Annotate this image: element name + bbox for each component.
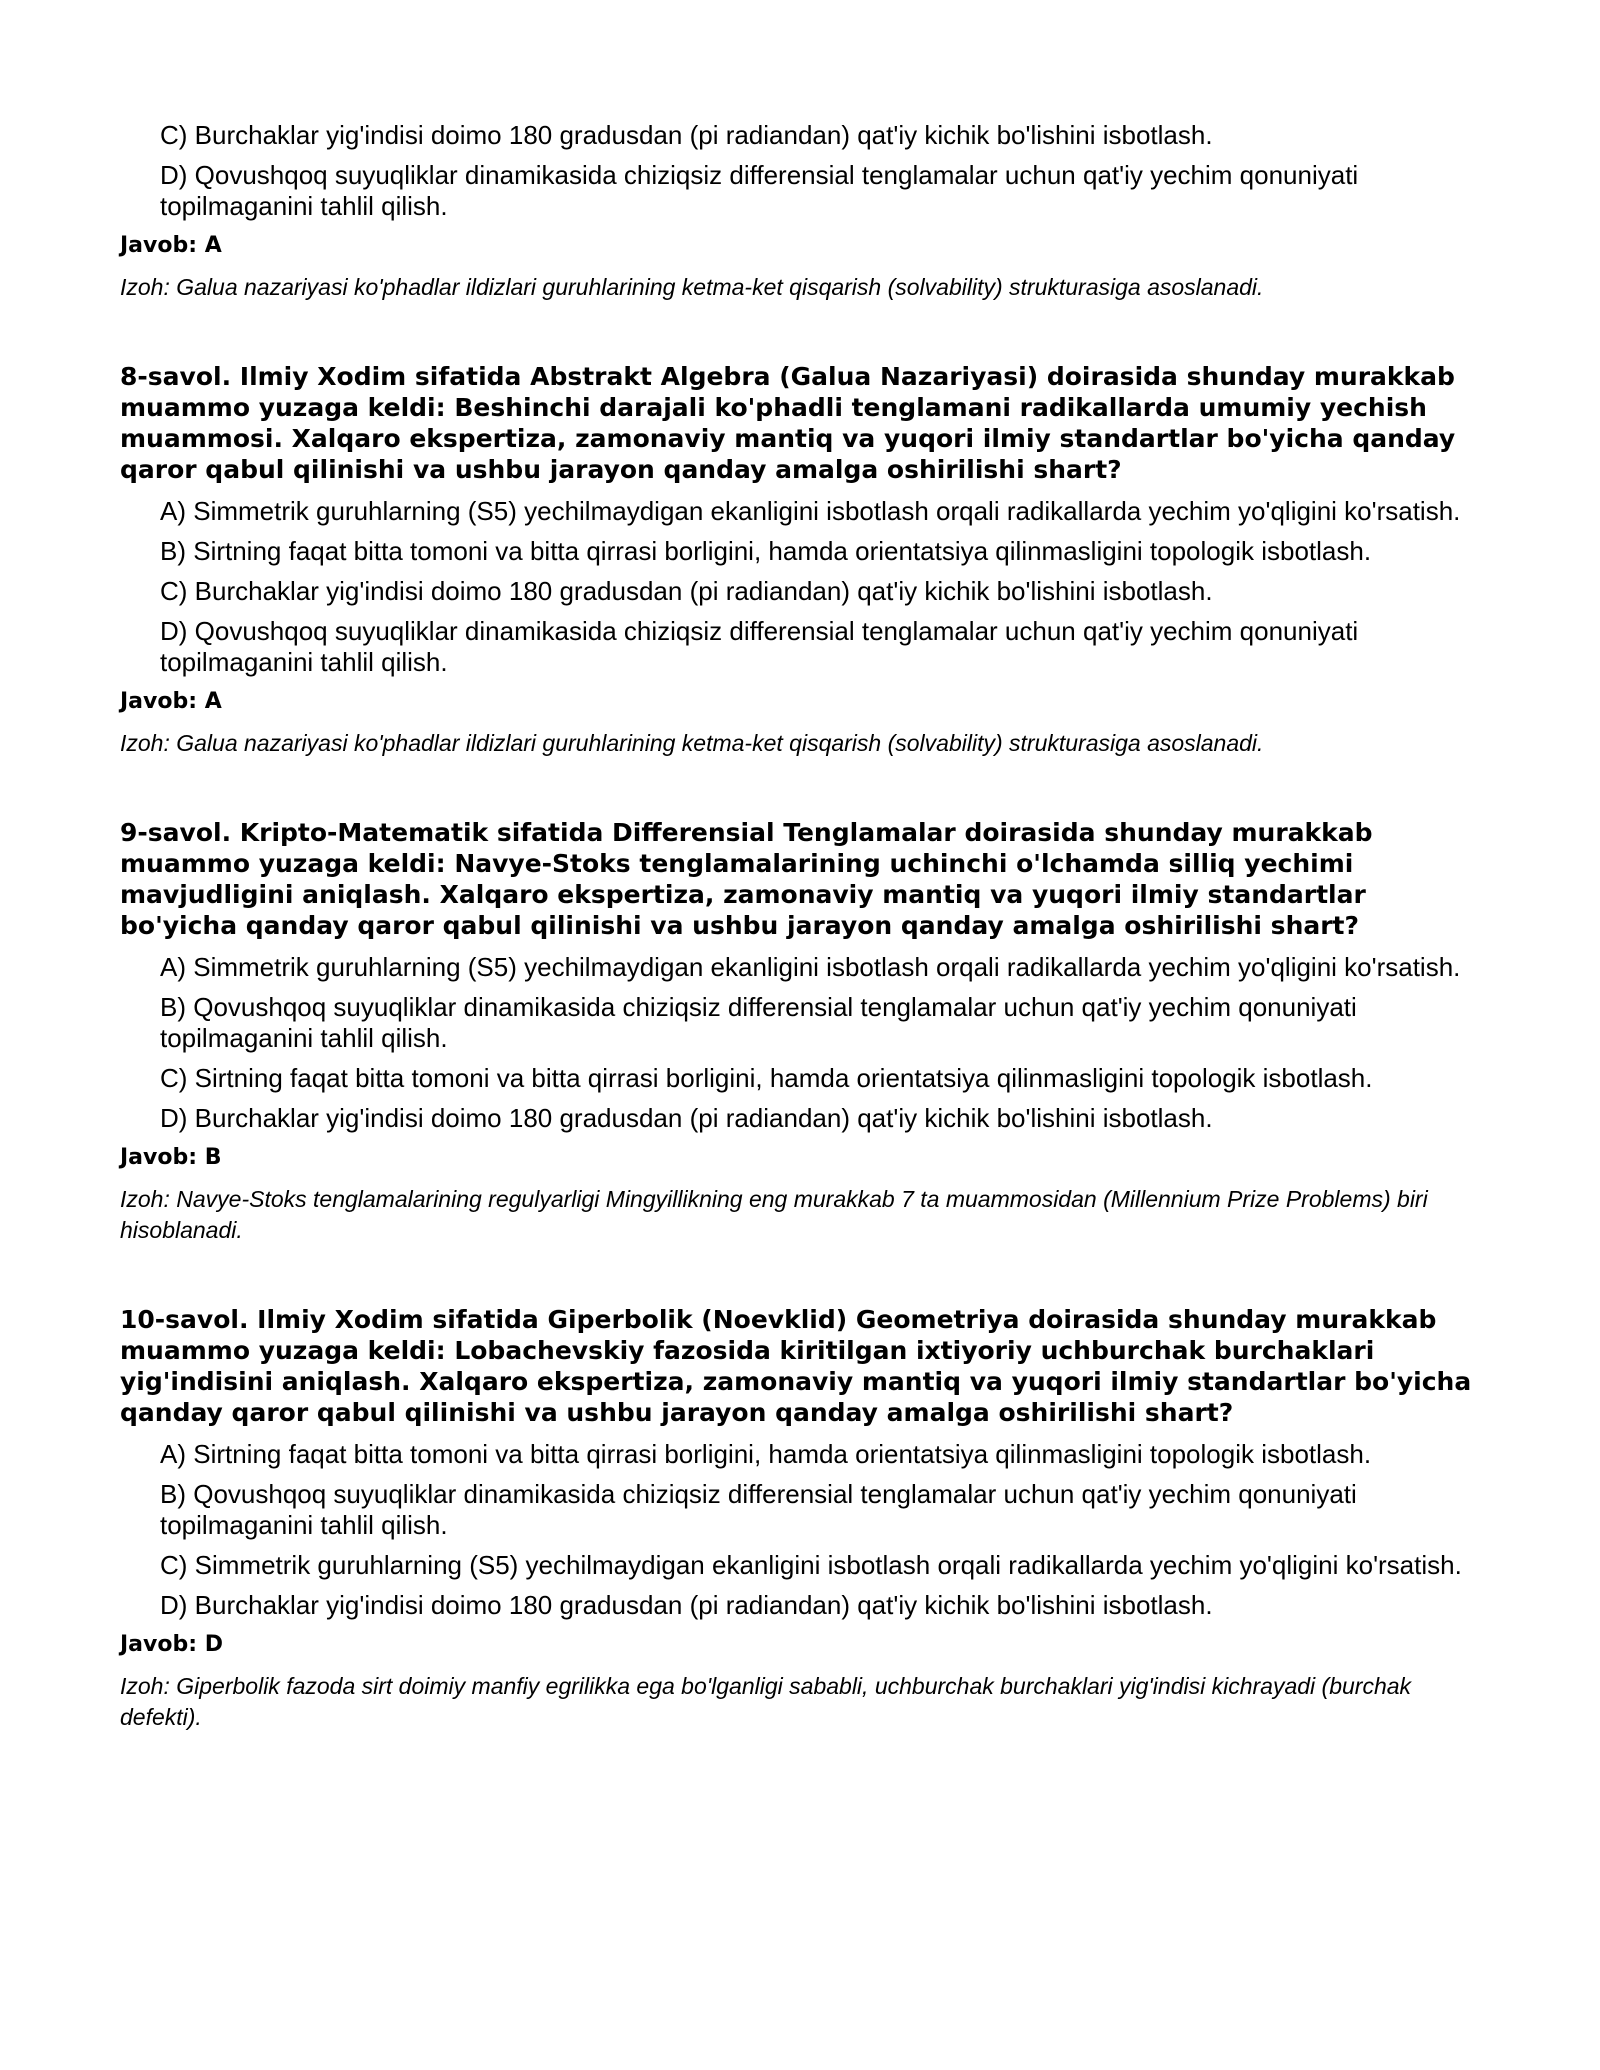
option-b: B) Qovushqoq suyuqliklar dinamikasida chiziqsiz differensial tenglamalar uchun qat'iy yechim qonuniyati topilmaganini tahlil qilish. xyxy=(160,992,1357,1053)
explanation-note: Izoh: Galua nazariyasi ko'phadlar ildizlari guruhlarining ketma-ket qisqarish (solvability) strukturasiga asoslanadi. xyxy=(120,730,1264,756)
question-block-9 xyxy=(120,817,1480,1246)
option-d: D) Burchaklar yig'indisi doimo 180 gradusdan (pi radiandan) qat'iy kichik bo'lishini isbotlash. xyxy=(160,1103,1213,1133)
question-block-10 xyxy=(120,1304,1480,1733)
question-text: 10-savol. Ilmiy Xodim sifatida Giperbolik (Noevklid) Geometriya doirasida shunday murakkab muammo yuzaga keldi: Lobachevskiy fazosida kiritilgan ixtiyoriy uchburchak burchaklari yig'indisini aniqlash. Xalqaro ekspertiza, zamonaviy mantiq va yuqori ilmiy standartlar bo'yicha qanday qaror qabul qilinishi va ushbu jarayon qanday amalga oshirilishi shart? xyxy=(120,1305,1472,1427)
option-c: C) Burchaklar yig'indisi doimo 180 gradusdan (pi radiandan) qat'iy kichik bo'lishini isbotlash. xyxy=(160,120,1213,150)
option-c: C) Simmetrik guruhlarning (S5) yechilmaydigan ekanligini isbotlash orqali radikallarda yechim yo'qligini ko'rsatish. xyxy=(160,1550,1462,1580)
question-text: 9-savol. Kripto-Matematik sifatida Differensial Tenglamalar doirasida shunday murakkab muammo yuzaga keldi: Navye-Stoks tenglamalarining uchinchi o'lchamda silliq yechimi mavjudligini aniqlash. Xalqaro ekspertiza, zamonaviy mantiq va yuqori ilmiy standartlar bo'yicha qanday qaror qabul qilinishi va ushbu jarayon qanday amalga oshirilishi shart? xyxy=(120,818,1373,940)
option-b: B) Qovushqoq suyuqliklar dinamikasida chiziqsiz differensial tenglamalar uchun qat'iy yechim qonuniyati topilmaganini tahlil qilish. xyxy=(160,1479,1357,1540)
option-a: A) Sirtning faqat bitta tomoni va bitta qirrasi borligini, hamda orientatsiya qilinmasligini topologik isbotlash. xyxy=(160,1439,1372,1469)
explanation-note: Izoh: Navye-Stoks tenglamalarining regulyarligi Mingyillikning eng murakkab 7 ta muammosidan (Millennium Prize Problems) biri hisoblanadi. xyxy=(120,1186,1428,1243)
option-c: C) Sirtning faqat bitta tomoni va bitta qirrasi borligini, hamda orientatsiya qilinmasligini topologik isbotlash. xyxy=(160,1063,1373,1093)
option-c: C) Burchaklar yig'indisi doimo 180 gradusdan (pi radiandan) qat'iy kichik bo'lishini isbotlash. xyxy=(160,576,1213,606)
question-block-7-continued xyxy=(120,120,1480,303)
explanation-note: Izoh: Giperbolik fazoda sirt doimiy manfiy egrilikka ega bo'lganligi sababli, uchburchak burchaklari yig'indisi kichrayadi (burchak defekti). xyxy=(120,1673,1412,1730)
answer-label: Javob: B xyxy=(120,1145,222,1170)
answer-label: Javob: A xyxy=(120,233,222,258)
explanation-note: Izoh: Galua nazariyasi ko'phadlar ildizlari guruhlarining ketma-ket qisqarish (solvability) strukturasiga asoslanadi. xyxy=(120,274,1264,300)
answer-label: Javob: D xyxy=(120,1632,223,1657)
option-d: D) Qovushqoq suyuqliklar dinamikasida chiziqsiz differensial tenglamalar uchun qat'iy yechim qonuniyati topilmaganini tahlil qilish. xyxy=(160,160,1359,221)
option-a: A) Simmetrik guruhlarning (S5) yechilmaydigan ekanligini isbotlash orqali radikallarda yechim yo'qligini ko'rsatish. xyxy=(160,952,1461,982)
document-page xyxy=(120,120,1480,1733)
option-b: B) Sirtning faqat bitta tomoni va bitta qirrasi borligini, hamda orientatsiya qilinmasligini topologik isbotlash. xyxy=(160,536,1372,566)
answer-label: Javob: A xyxy=(120,689,222,714)
option-d: D) Qovushqoq suyuqliklar dinamikasida chiziqsiz differensial tenglamalar uchun qat'iy yechim qonuniyati topilmaganini tahlil qilish. xyxy=(160,616,1359,677)
option-a: A) Simmetrik guruhlarning (S5) yechilmaydigan ekanligini isbotlash orqali radikallarda yechim yo'qligini ko'rsatish. xyxy=(160,496,1461,526)
question-block-8 xyxy=(120,361,1480,759)
option-d: D) Burchaklar yig'indisi doimo 180 gradusdan (pi radiandan) qat'iy kichik bo'lishini isbotlash. xyxy=(160,1590,1213,1620)
question-text: 8-savol. Ilmiy Xodim sifatida Abstrakt Algebra (Galua Nazariyasi) doirasida shunday murakkab muammo yuzaga keldi: Beshinchi darajali ko'phadli tenglamani radikallarda umumiy yechish muammosi. Xalqaro ekspertiza, zamonaviy mantiq va yuqori ilmiy standartlar bo'yicha qanday qaror qabul qilinishi va ushbu jarayon qanday amalga oshirilishi shart? xyxy=(120,362,1456,484)
